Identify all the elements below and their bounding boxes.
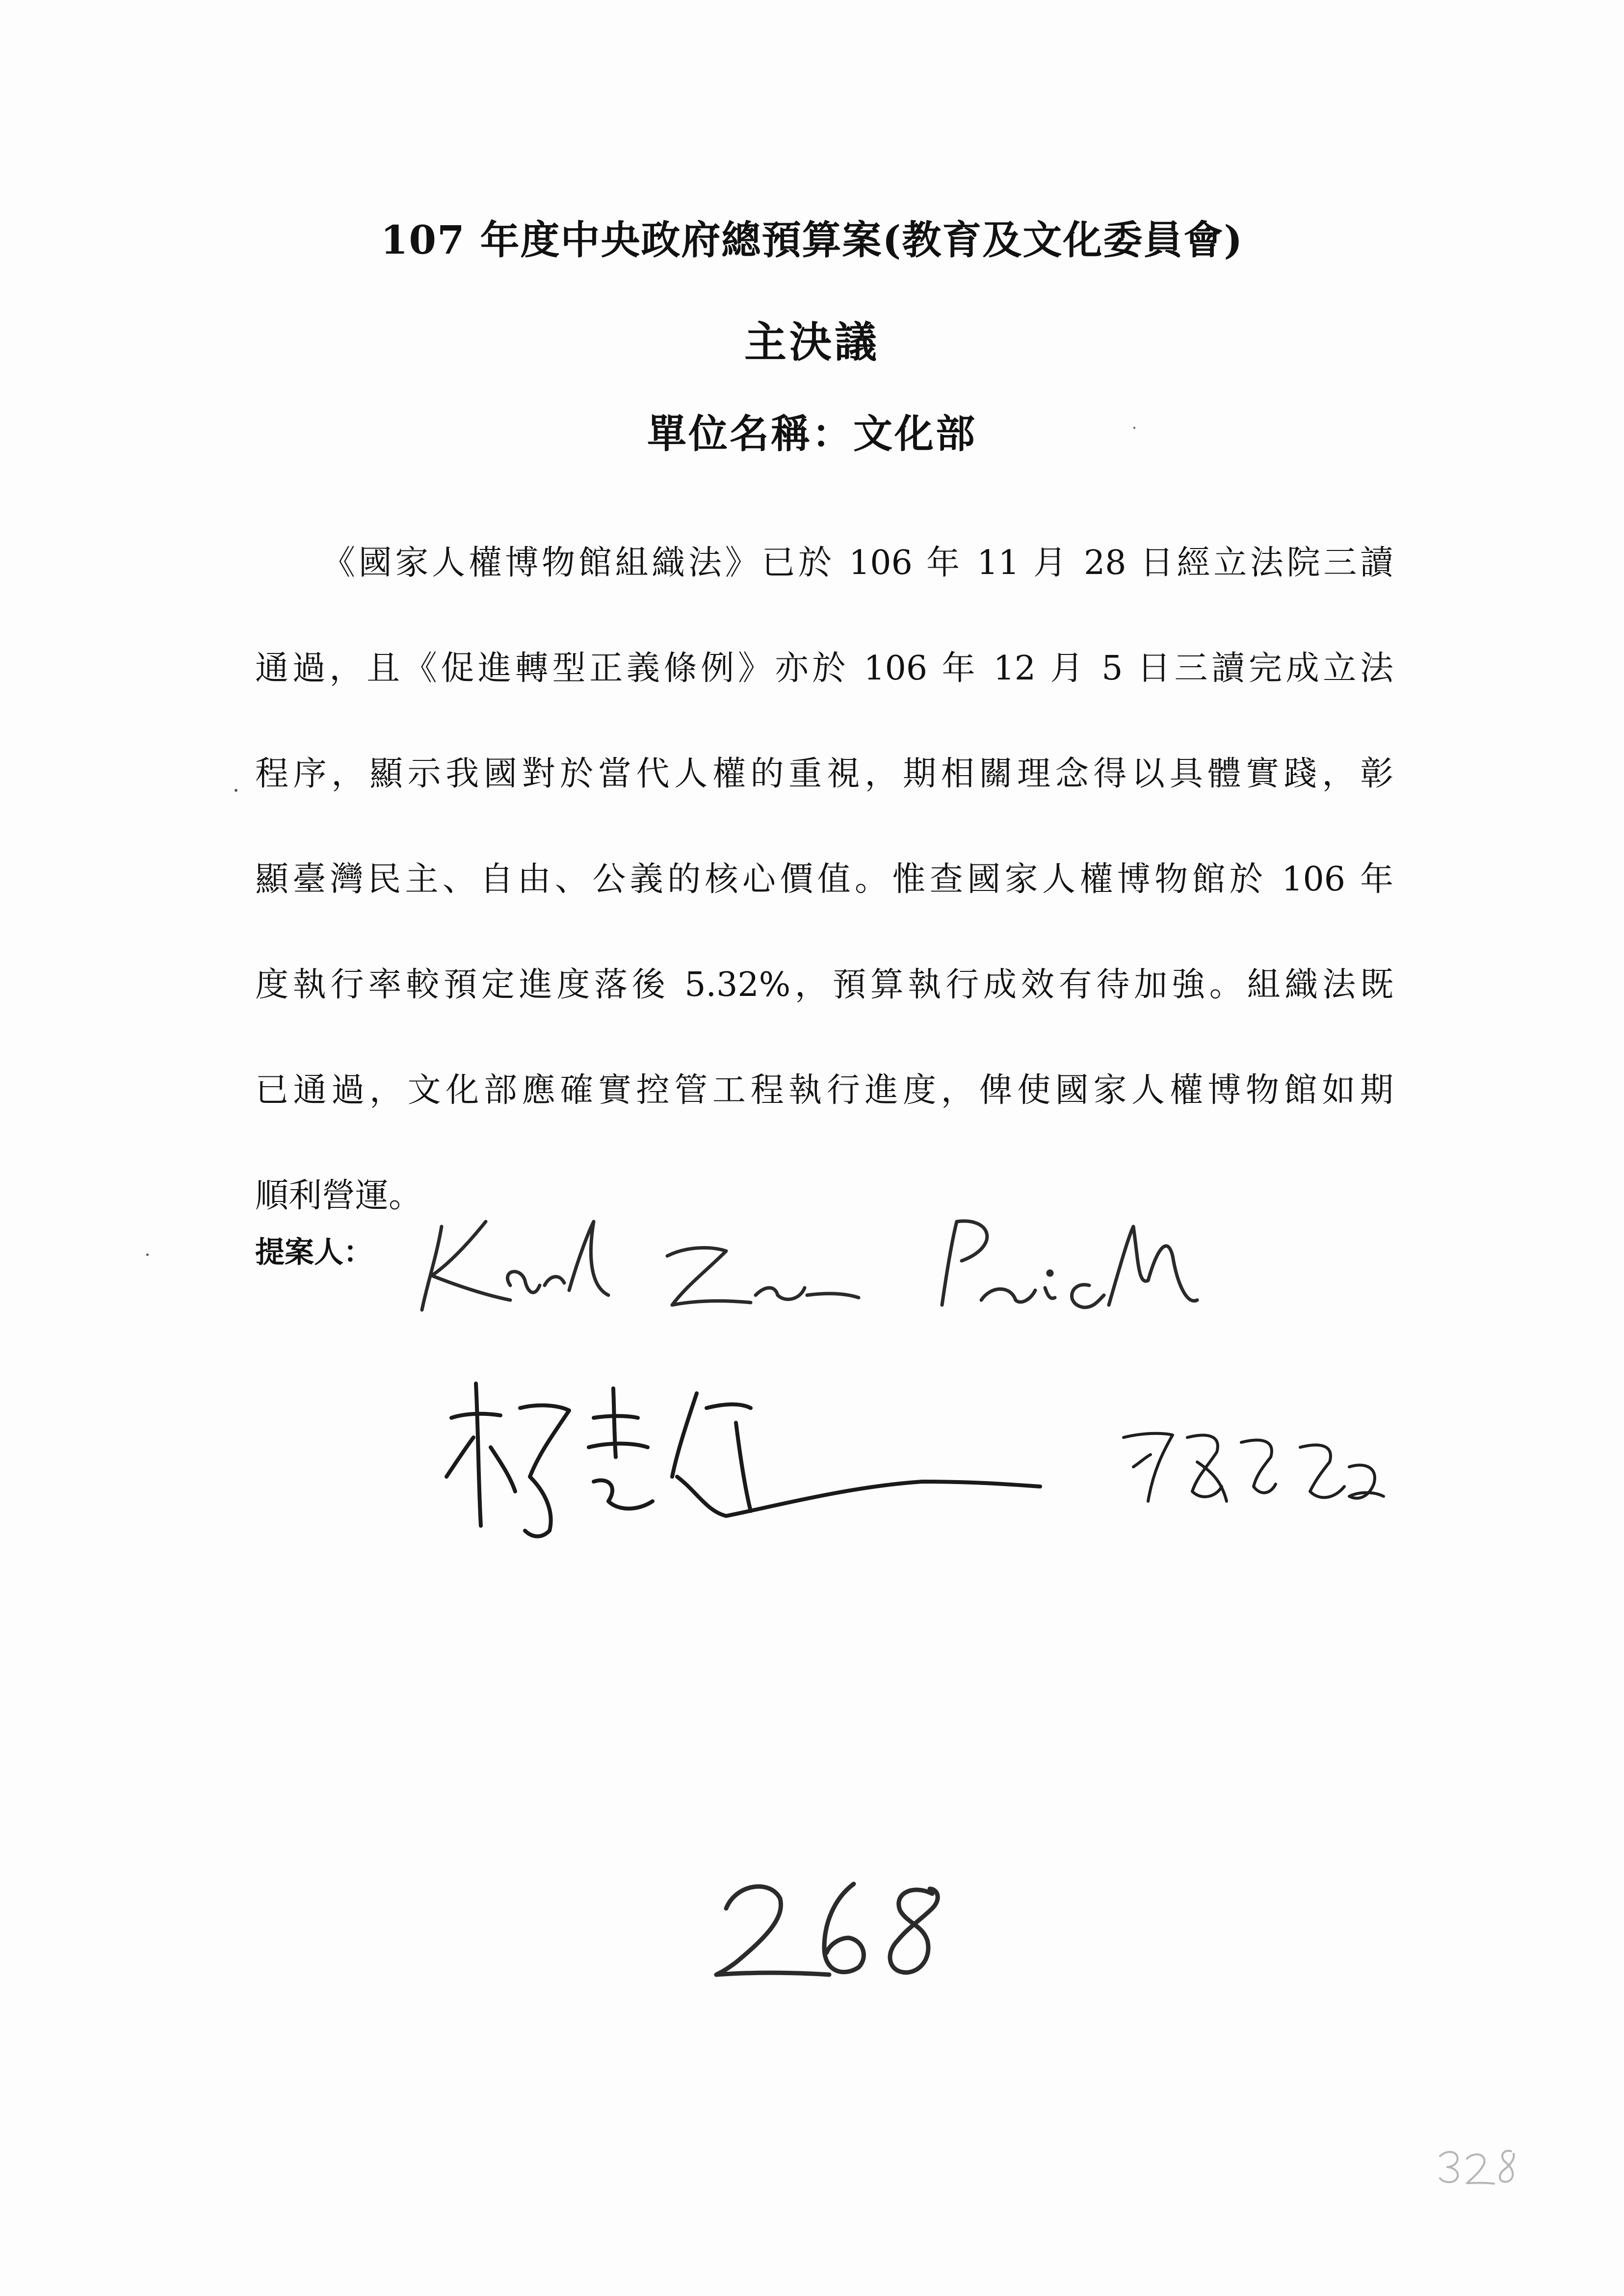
unit-name: 單位名稱：文化部 — [647, 411, 977, 457]
paragraph-line: 《國家人權博物館組織法》已於 106 年 11 月 28 日經立法院三讀 — [322, 544, 1393, 582]
scan-speck — [146, 1253, 149, 1256]
document-subtitle: 主決議 — [744, 317, 880, 367]
corner-mark — [1433, 2137, 1531, 2191]
scan-speck — [235, 789, 237, 792]
paragraph-line: 順利營運。 — [255, 1176, 422, 1215]
proposer-label: 提案人： — [255, 1235, 373, 1270]
handwritten-page-number — [707, 1854, 981, 2002]
paragraph-line: 通過，且《促進轉型正義條例》亦於 106 年 12 月 5 日三讀完成立法 — [255, 649, 1393, 688]
signature-1 — [412, 1187, 1227, 1344]
resolution-paragraph — [255, 510, 1393, 1249]
paragraph-line: 已通過，文化部應確實控管工程執行進度，俾使國家人權博物館如期 — [255, 1071, 1393, 1110]
paragraph-line: 度執行率較預定進度落後 5.32%，預算執行成效有待加強。組織法既 — [255, 965, 1393, 1004]
signature-3 — [1114, 1403, 1398, 1521]
paragraph-line: 顯臺灣民主、自由、公義的核心價值。惟查國家人權博物館於 106 年 — [255, 860, 1393, 899]
paragraph-line: 程序，顯示我國對於當代人權的重視，期相關理念得以具體實踐，彰 — [255, 755, 1393, 793]
signature-2 — [432, 1364, 1079, 1550]
scan-speck — [1133, 427, 1135, 429]
document-title: 107 年度中央政府總預算案(教育及文化委員會) — [380, 217, 1244, 263]
